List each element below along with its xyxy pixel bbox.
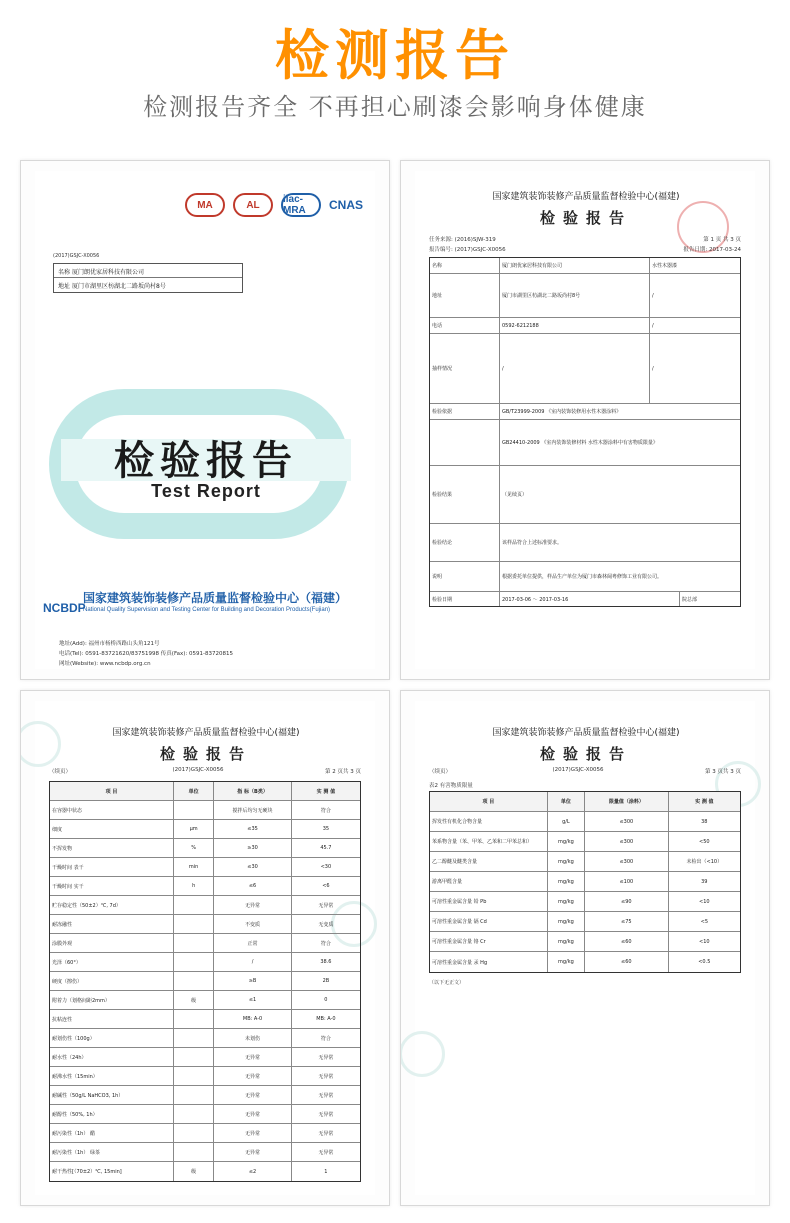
table-cell: 无异常 (214, 1124, 292, 1142)
table-cell: 未划伤 (214, 1029, 292, 1047)
table-cell (174, 1029, 214, 1047)
page-number: 第 2 页共 3 页 (325, 769, 361, 775)
table-cell: 涂膜外观 (50, 934, 174, 952)
note: 根据委托单位提供，样品生产单位为厦门市森林阔粤修饰工业有限公司。 (502, 574, 663, 580)
client-name-row (54, 264, 242, 278)
report-number: (2017)GSJC-X0056 (53, 253, 100, 259)
table-cell: 2B (322, 978, 330, 984)
table-cell: 无异常 (214, 1048, 292, 1066)
table-header-row (430, 792, 740, 812)
table-cell: ≤75 (585, 912, 669, 931)
table-cell: 硬度（擦伤） (50, 972, 174, 990)
table-cell: mg/kg (548, 912, 585, 931)
column-header: 限量值（涂料） (585, 792, 669, 811)
table-cell: 39 (701, 878, 708, 885)
table-cell: 级 (174, 1162, 214, 1181)
table-cell: 耐污染性（1h） 醋 (50, 1124, 174, 1142)
results-table (49, 781, 361, 1182)
table-cell: 35 (322, 826, 330, 832)
table-cell (174, 915, 214, 933)
table-cell: 乙二醇醚及醚类含量 (430, 852, 548, 871)
table-cell: 无异常 (318, 1073, 334, 1080)
report-title: 检验报告 (159, 745, 252, 763)
table-cell: ≤60 (585, 952, 669, 972)
table-cell: <10 (699, 938, 710, 945)
table-cell (174, 1048, 214, 1066)
table-cell: mg/kg (548, 952, 585, 972)
basis-1: GB/T23999-2009 《室内装饰装修用水性木器涂料》 (502, 409, 622, 415)
client-address: 厦门市湖里区枋湖北二路坂尚村8号 (500, 274, 650, 317)
table-cell: ≤2 (214, 1162, 292, 1181)
table-row (50, 1067, 360, 1086)
table-cell: 可溶性重金属含量 铬 Cr (430, 932, 548, 951)
client-address-row (54, 278, 242, 292)
table-cell (174, 953, 214, 971)
watermark-seal (400, 1031, 445, 1077)
table-cell (174, 1143, 214, 1161)
table-cell (174, 801, 214, 819)
report-page-3-image (400, 690, 770, 1206)
table-row (50, 896, 360, 915)
table-cell: 无异常 (214, 1143, 292, 1161)
column-header: 项 目 (50, 782, 174, 800)
table-cell: MB: A-0 (214, 1010, 292, 1028)
page1-paper (415, 171, 755, 669)
page3-paper (415, 701, 755, 1195)
table-cell: 无变质 (318, 921, 334, 928)
table-cell: 耐沸水性（15min） (50, 1067, 174, 1085)
client-address-label: 地址 (58, 283, 71, 290)
table-row (50, 1162, 360, 1181)
table-cell: mg/kg (548, 852, 585, 871)
table-row (50, 801, 360, 820)
table-row (430, 932, 740, 952)
phone-line: 电话(Tel): 0591-83721620/83751998 传真(Fax): 0591-83720815 (59, 651, 233, 657)
table-cell: ≤90 (585, 892, 669, 911)
column-header: 项 目 (430, 792, 548, 811)
table-cell: 不变质 (214, 915, 292, 933)
table-row (430, 912, 740, 932)
table-row (50, 1143, 360, 1162)
table-row (50, 1086, 360, 1105)
table-cell: 45.7 (320, 845, 332, 851)
table-row (50, 858, 360, 877)
client-address: 厦门市湖里区枋湖北二路坂尚村8号 (71, 283, 166, 290)
report-number: (2017)GSJC-X0056 (552, 767, 604, 773)
report-info-table: 名称 厦门朗优家居科技有限公司 水性木器漆 地址 厦门市湖里区枋湖北二路坂尚村8号 / 电话 0592-6212188 / 抽样情况 / / 检验依据 GB/T23999-2009 《室内装饰装修用水性木器涂料》 GB24410-2009 《室内装饰装修材料 水性木器涂料中有害物质限量》 检验结果 （见续页） 检验结论 该样品符合上述标准要求。 说明 根据委托单位提供，样品生产单位为厦门市森林阔粤修饰工业有限公司。 检验日期 2017-03-06 ～ 2017-03-16 院总部 (429, 257, 741, 607)
table-cell: ≤30 (214, 858, 292, 876)
section-title: 表2 有害物质限量 (429, 783, 473, 789)
lab: 院总部 (682, 596, 698, 603)
table-row (430, 812, 740, 832)
table-cell: % (174, 839, 214, 857)
table-row (50, 1010, 360, 1029)
table-cell: 游离甲醛含量 (430, 872, 548, 891)
table-cell: <5 (700, 918, 708, 925)
table-cell: ≤60 (585, 932, 669, 951)
end-note: （以下无正文） (429, 980, 465, 986)
table-cell: 0 (324, 997, 328, 1003)
table-row (430, 872, 740, 892)
table-cell: MB: A-0 (316, 1016, 336, 1022)
meta-row-1 (429, 235, 741, 243)
table-cell: mg/kg (548, 872, 585, 891)
table-cell: 光泽（60°） (50, 953, 174, 971)
cal-logo: AL (233, 193, 273, 217)
test-period: 2017-03-06 ～ 2017-03-16 (500, 592, 680, 606)
table-row (50, 877, 360, 896)
table-cell (174, 1067, 214, 1085)
table-cell: 可溶性重金属含量 铅 Pb (430, 892, 548, 911)
report-org: 国家建筑装饰装修产品质量监督检验中心(福建) (492, 192, 680, 202)
report-page-1-image (400, 160, 770, 680)
table-cell: h (174, 877, 214, 895)
table-cell: 耐划伤性（100g） (50, 1029, 174, 1047)
table-cell: 干燥时间 表干 (50, 858, 174, 876)
report-number: (2017)GSJC-X0056 (172, 767, 224, 773)
table-cell: <6 (322, 883, 330, 889)
column-header: 单位 (548, 792, 585, 811)
table-cell: ≤6 (214, 877, 292, 895)
table-cell: 符合 (320, 807, 331, 814)
table-cell (174, 1105, 214, 1123)
client-phone: 0592-6212188 (500, 318, 650, 333)
table-cell: 耐干热性[（70±2）℃, 15min] (50, 1162, 174, 1181)
cover-title-en: Test Report (151, 481, 261, 501)
table-cell: ≤300 (585, 832, 669, 851)
web-line: 网址(Website): www.ncbdp.org.cn (59, 661, 151, 667)
report-cover-image (20, 160, 390, 680)
table-cell: 苯系物含量（苯、甲苯、乙苯和二甲苯总和） (430, 832, 548, 851)
table-cell: 附着力（划格间距2mm） (50, 991, 174, 1009)
table-row (50, 1048, 360, 1067)
table-row (50, 1105, 360, 1124)
table-cell: 无异常 (318, 1092, 334, 1099)
client-name-label: 名称 (58, 269, 71, 276)
table-row (50, 1124, 360, 1143)
column-header: 实 测 值 (669, 792, 740, 811)
table-cell: 符合 (320, 1035, 331, 1042)
table-cell: min (174, 858, 214, 876)
report-date: 报告日期: 2017-03-24 (683, 247, 741, 253)
page2-paper (35, 701, 375, 1195)
table-cell: ≥B (214, 972, 292, 990)
table-cell: μm (174, 820, 214, 838)
cover-paper (35, 171, 375, 669)
table-row (430, 892, 740, 912)
table-row (50, 820, 360, 839)
table-cell: 正常 (214, 934, 292, 952)
report-title: 检验报告 (539, 745, 632, 763)
table-cell: 未检出（<10） (686, 859, 723, 865)
table-cell: 可溶性重金属含量 镉 Cd (430, 912, 548, 931)
task-source: 任务来源: (2016)SJW-319 (429, 237, 496, 243)
table-cell: 无异常 (214, 1067, 292, 1085)
continued-label: （续页） (429, 769, 452, 775)
table-row (430, 952, 740, 972)
table-cell: 搅拌后均匀无硬块 (214, 801, 292, 819)
table-cell: 无异常 (318, 1130, 334, 1137)
contact-info (59, 639, 233, 669)
table-cell: 干燥时间 实干 (50, 877, 174, 895)
table-cell: 无异常 (318, 902, 334, 909)
table-cell: 无异常 (318, 1149, 334, 1156)
table-cell: <10 (699, 898, 710, 905)
table-cell: 贮存稳定性（50±2）℃, 7d） (50, 896, 174, 914)
table-cell: 细度 (50, 820, 174, 838)
cert-logos (185, 193, 363, 217)
table-row (50, 839, 360, 858)
report-title: 检验报告 (539, 209, 632, 227)
table-cell: 不挥发物 (50, 839, 174, 857)
table-cell: <30 (320, 864, 332, 870)
subheadline: 检测报告齐全 不再担心刷漆会影响身体健康 (143, 93, 647, 121)
table-row (50, 953, 360, 972)
meta-row (49, 767, 361, 775)
page-number: 第 1 页 共 3 页 (703, 237, 741, 243)
table-row (430, 852, 740, 872)
table-cell: ≤300 (585, 852, 669, 871)
table-header-row (50, 782, 360, 801)
table-cell: 耐碱性（50g/L NaHCO3, 1h） (50, 1086, 174, 1104)
table-row (430, 832, 740, 852)
table-cell: 符合 (320, 940, 331, 947)
table-cell: ≤100 (585, 872, 669, 891)
center-name-en: National Quality Supervision and Testing Center for Building and Decoration Products(Fujian) (83, 607, 331, 613)
basis-2: GB24410-2009 《室内装饰装修材料 水性木器涂料中有害物质限量》 (502, 440, 658, 446)
report-number: 报告编号: (2017)GSJC-X0056 (429, 247, 506, 253)
table-cell: 耐污染性（1h） 绿茶 (50, 1143, 174, 1161)
table-cell: <0.5 (698, 959, 711, 965)
table-cell: mg/kg (548, 832, 585, 851)
headline: 检测报告 (275, 24, 515, 87)
hazard-table (429, 791, 741, 973)
table-cell: mg/kg (548, 932, 585, 951)
conclusion: 该样品符合上述标准要求。 (502, 540, 563, 546)
table-cell (174, 1086, 214, 1104)
sample-name: 水性木器漆 (652, 263, 678, 269)
table-cell: ≥30 (214, 839, 292, 857)
table-cell: 无异常 (214, 896, 292, 914)
table-cell: ≤300 (585, 812, 669, 831)
ilac-logo: ilac-MRA (281, 193, 321, 217)
table-row (50, 1029, 360, 1048)
table-cell: 级 (174, 991, 214, 1009)
table-cell: 耐冻融性 (50, 915, 174, 933)
table-row (50, 972, 360, 991)
table-cell: g/L (548, 812, 585, 831)
table-cell (174, 1010, 214, 1028)
table-cell (174, 934, 214, 952)
table-cell: 可溶性重金属含量 汞 Hg (430, 952, 548, 972)
table-cell: 38 (701, 818, 708, 825)
table-cell: 在容器中状态 (50, 801, 174, 819)
table-cell: 无异常 (318, 1054, 334, 1061)
table-cell: 38.6 (320, 959, 332, 965)
table-cell: 挥发性有机化合物含量 (430, 812, 548, 831)
section-row (429, 781, 741, 789)
column-header: 实 测 值 (292, 782, 360, 800)
table-row (50, 991, 360, 1010)
table-cell: 1 (324, 1168, 328, 1175)
report-org: 国家建筑装饰装修产品质量监督检验中心(福建) (112, 728, 300, 738)
continued-label: （续页） (49, 769, 72, 775)
column-header: 单位 (174, 782, 214, 800)
table-cell: ≤35 (214, 820, 292, 838)
cnas-logo: CNAS (329, 198, 364, 212)
table-row (50, 915, 360, 934)
client-table (53, 263, 243, 293)
table-cell: <50 (699, 838, 710, 845)
meta-row-2 (429, 245, 741, 253)
table-cell: 抗粘连性 (50, 1010, 174, 1028)
table-cell: 耐醇性（50%, 1h） (50, 1105, 174, 1123)
address-line: 地址(Add): 福州市杨桥西路山头角121号 (59, 641, 160, 647)
table-cell (174, 972, 214, 990)
table-cell: 无异常 (318, 1111, 334, 1118)
table-cell (174, 1124, 214, 1142)
ncbdp-mark: NCBDP (43, 601, 86, 615)
table-cell: ≤1 (214, 991, 292, 1009)
table-row (50, 934, 360, 953)
table-cell: 无异常 (214, 1086, 292, 1104)
column-header: 指 标（B类） (214, 782, 292, 800)
report-page-2-image (20, 690, 390, 1206)
client-name: 厦门朗优家居科技有限公司 (71, 269, 144, 276)
table-cell: 无异常 (214, 1105, 292, 1123)
table-cell: 耐水性（24h） (50, 1048, 174, 1066)
cma-logo: MA (185, 193, 225, 217)
table-cell (174, 896, 214, 914)
report-org: 国家建筑装饰装修产品质量监督检验中心(福建) (492, 728, 680, 738)
cover-title: 检验报告 (114, 438, 298, 484)
client-name: 厦门朗优家居科技有限公司 (500, 258, 650, 273)
table-cell: mg/kg (548, 892, 585, 911)
center-name: 国家建筑装饰装修产品质量监督检验中心（福建） (83, 591, 348, 605)
table-cell: / (214, 953, 292, 971)
page-number: 第 3 页共 3 页 (705, 769, 741, 775)
meta-row (429, 767, 741, 775)
